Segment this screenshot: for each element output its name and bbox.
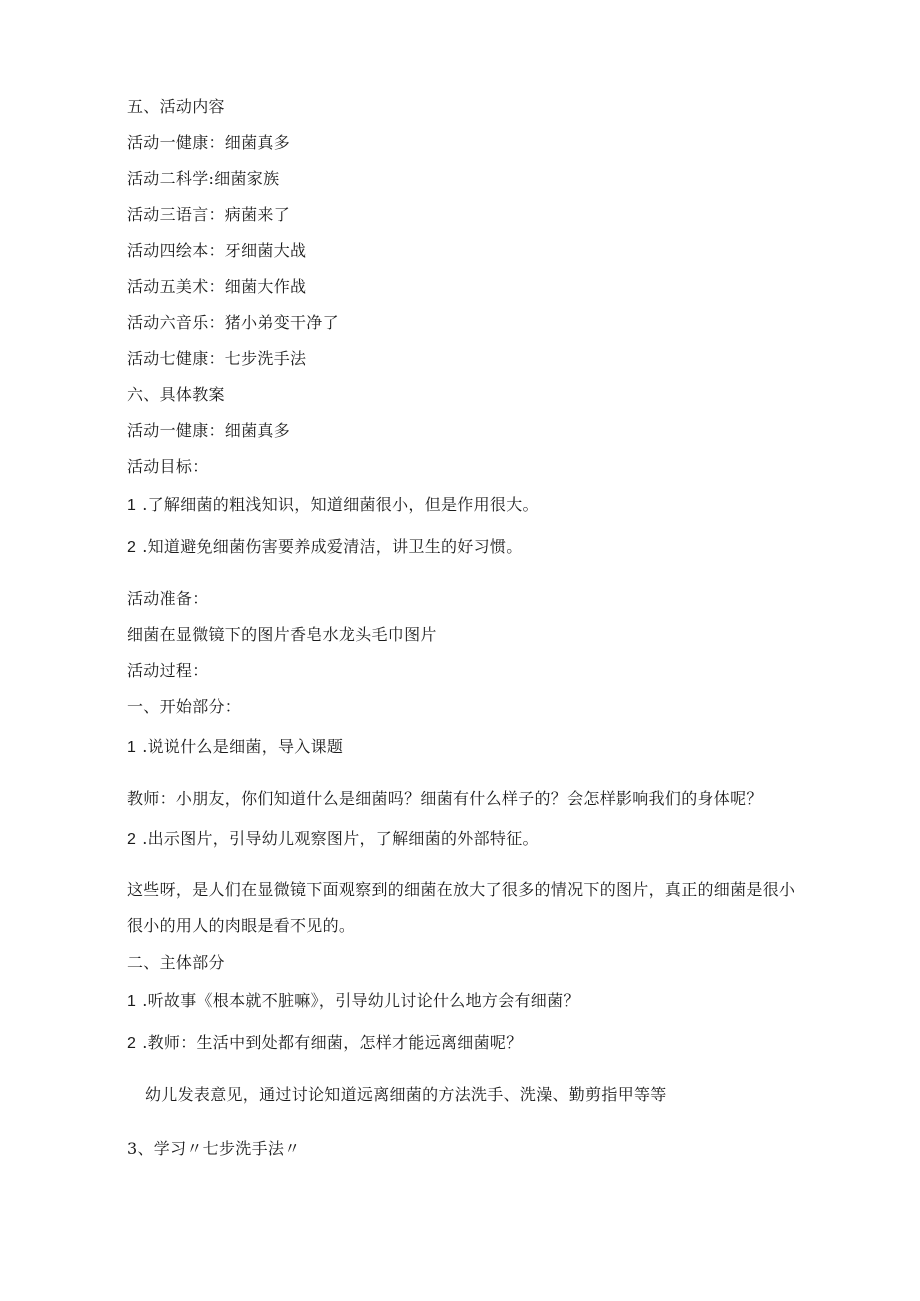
list-text: .出示图片，引导幼儿观察图片，了解细菌的外部特征。: [142, 829, 539, 848]
list-text: .教师：生活中到处都有细菌，怎样才能远离细菌呢？: [142, 1033, 523, 1052]
preparation-heading: 活动准备：: [127, 589, 209, 608]
step-item-2: [127, 828, 539, 851]
list-number: 2: [127, 831, 137, 848]
activity-item-7: 活动七健康：七步洗手法: [127, 349, 307, 368]
list-text: .了解细菌的粗浅知识，知道细菌很小，但是作用很大。: [142, 495, 539, 514]
activity-item-6: 活动六音乐：猪小弟变干净了: [127, 313, 339, 332]
activity-item-2: 活动二科学:细菌家族: [127, 169, 280, 188]
children-discussion: 幼儿发表意见，通过讨论知道远离细菌的方法洗手、洗澡、勤剪指甲等等: [145, 1085, 667, 1104]
goal-item-1: [127, 494, 539, 517]
main-item-3: 3、学习〃七步洗手法〃: [127, 1139, 301, 1158]
step-item-1: [127, 736, 343, 759]
part-one-heading: 一、开始部分：: [127, 697, 242, 716]
explanation-paragraph: 这些呀，是人们在显微镜下面观察到的细菌在放大了很多的情况下的图片，真正的细菌是很小很小的用人的肉眼是看不见的。: [127, 880, 796, 935]
teacher-question: 教师：小朋友，你们知道什么是细菌吗？细菌有什么样子的？会怎样影响我们的身体呢？: [127, 789, 763, 808]
list-text: .听故事《根本就不脏嘛》，引导幼儿讨论什么地方会有细菌？: [142, 991, 580, 1010]
list-number: 1: [127, 739, 137, 756]
list-number: 2: [127, 1035, 137, 1052]
activity-item-3: 活动三语言：病菌来了: [127, 205, 291, 224]
activity-item-1: 活动一健康：细菌真多: [127, 133, 291, 152]
activity-item-4: 活动四绘本：牙细菌大战: [127, 241, 307, 260]
main-item-2: [127, 1032, 523, 1055]
activity-item-5: 活动五美术：细菌大作战: [127, 277, 307, 296]
section-heading-6: 六、具体教案: [127, 385, 225, 404]
list-number: 1: [127, 497, 137, 514]
preparation-text: 细菌在显微镜下的图片香皂水龙头毛巾图片: [127, 625, 437, 644]
part-two-heading: 二、主体部分: [127, 953, 225, 972]
list-text: .知道避免细菌伤害要养成爱清洁，讲卫生的好习惯。: [142, 537, 523, 556]
list-number: 1: [127, 993, 137, 1010]
goal-item-2: [127, 536, 523, 559]
lesson-title: 活动一健康：细菌真多: [127, 421, 291, 440]
section-heading-5: 五、活动内容: [127, 97, 225, 116]
list-number: 2: [127, 539, 137, 556]
goals-heading: 活动目标：: [127, 457, 209, 476]
process-heading: 活动过程：: [127, 661, 209, 680]
list-text: .说说什么是细菌，导入课题: [142, 737, 344, 756]
main-item-1: [127, 990, 580, 1013]
